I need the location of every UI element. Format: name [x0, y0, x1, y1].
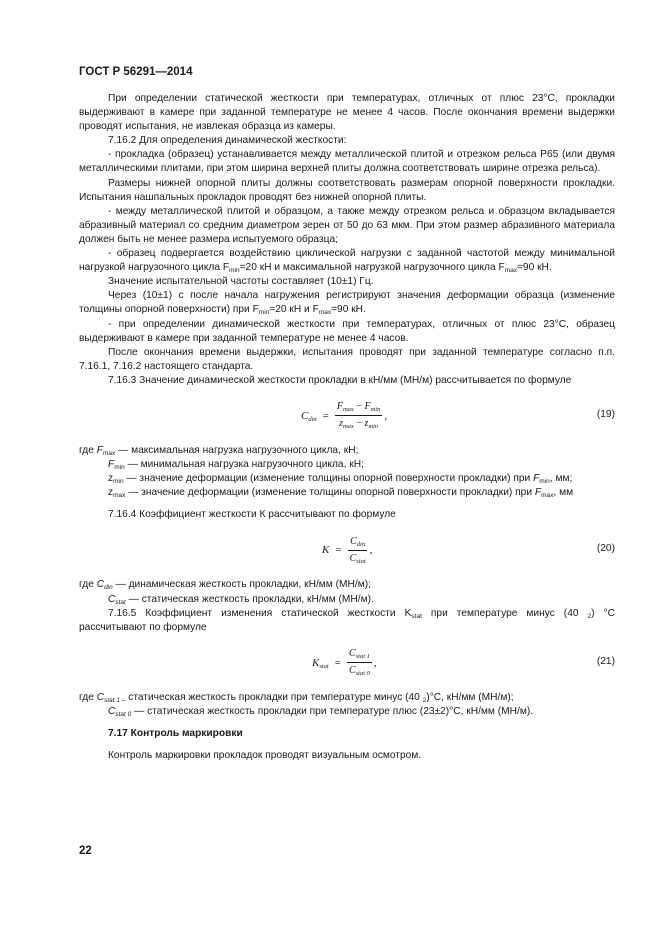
text: =20 кН и F [269, 304, 319, 316]
where-line [79, 691, 615, 705]
where-line [79, 578, 615, 592]
subscript: max [113, 492, 126, 500]
minus-sign: − [356, 401, 362, 413]
subscript: min [229, 267, 240, 275]
text: статическая жесткость прокладки при температуре минус (40 [125, 691, 423, 703]
symbol: F [336, 401, 343, 413]
paragraph: После окончания времени выдержки, испытания проводят при заданной температуре согласно п.п. 7.16.1, 7.16.2 настоящего стандарта. [79, 346, 615, 372]
subscript: stat [411, 612, 422, 620]
fraction [347, 647, 372, 678]
symbol: C [348, 665, 356, 677]
subscript: stat 0 [355, 670, 370, 678]
symbol: C [96, 691, 105, 703]
text: где [79, 691, 97, 703]
text: =90 кН. [331, 304, 366, 316]
subscript: din [104, 584, 113, 592]
subscript: 2 [587, 612, 592, 620]
subscript: min [539, 478, 550, 486]
paragraph [79, 247, 615, 275]
symbol: F [364, 401, 371, 413]
formula-lhs [312, 656, 329, 670]
text: при температуре минус (40 [421, 607, 588, 619]
text: )°С, кН/мм (МН/м); [426, 691, 514, 703]
symbol: C [301, 409, 309, 422]
symbol: C [108, 705, 116, 717]
symbol: C [350, 535, 357, 547]
paragraph: 7.16.4 Коэффициент жесткости К рассчитывают по формуле [108, 509, 396, 521]
where-line [79, 486, 615, 500]
equals-sign: = [334, 656, 341, 669]
formula-number: (20) [596, 543, 615, 555]
paragraph: Размеры нижней опорной плиты должны соответствовать размерам опорной поверхности прокладки. Испытания нашпальных прокладок проводят без нижней опорной плиты. [79, 177, 615, 203]
text: — статическая жесткость прокладки, кН/мм (МН/м). [125, 593, 374, 605]
symbol: F [533, 473, 540, 485]
where-line [79, 472, 615, 486]
subscript: min [113, 478, 124, 486]
subscript: max [102, 449, 116, 457]
subscript: max [318, 309, 332, 317]
denominator [347, 663, 372, 678]
symbol: F [534, 487, 542, 499]
paragraph: 7.16.3 Значение динамической жесткости прокладки в кН/мм (МН/м) рассчитывается по формуле [108, 374, 572, 386]
text: — динамическая жесткость прокладки, кН/мм (МН/м); [112, 579, 371, 591]
paragraph: - между металлической плитой и образцом, а также между отрезком рельса и образцом вкладывается абразивный материал со средним диаметром зерен от 50 до 63 мкм. При этом размер абразивного материала должен быть не менее размера испытуемого образца; [79, 205, 615, 245]
denominator [348, 551, 368, 566]
subscript: stat 0 [115, 710, 132, 718]
text: ) °С рассчитывают по формуле [79, 607, 616, 633]
denominator [337, 416, 380, 431]
numerator [347, 647, 372, 663]
text: где [79, 579, 97, 591]
numerator [348, 535, 367, 551]
subscript: stat 1 [355, 653, 370, 661]
subscript: stat 1 – [104, 696, 126, 704]
paragraph [79, 289, 615, 317]
formula-number: (19) [596, 408, 615, 420]
page-number: 22 [79, 845, 92, 857]
fraction [348, 535, 368, 566]
comma: , [373, 656, 377, 669]
subscript: min [368, 423, 379, 431]
symbol: z [108, 473, 114, 485]
symbol: K [312, 656, 320, 669]
subscript: min [370, 406, 381, 414]
subscript: max [342, 423, 354, 431]
text: =20 кН и максимальной нагрузкой нагрузочного цикла F [239, 262, 505, 274]
subscript: max [342, 406, 354, 414]
formula-20 [79, 522, 615, 578]
paragraph: 7.16.2 Для определения динамической жесткости: [108, 135, 347, 147]
text: Через (10±1) с после начала нагружения регистрируют значения деформации образца (изменение толщины опорной поверхности) при F [79, 290, 615, 316]
text: — статическая жесткость прокладки при температуре плюс (23±2)°С, кН/мм (МН/м). [131, 705, 534, 717]
subscript: stat [356, 557, 366, 565]
symbol: z [364, 418, 369, 430]
symbol: C [96, 579, 105, 591]
symbol: C [108, 593, 116, 605]
formula-lhs: K [322, 544, 330, 557]
subscript: din [356, 540, 366, 548]
subscript: min [114, 464, 125, 472]
text: , [553, 487, 557, 499]
where-line [79, 593, 615, 607]
symbol: F [108, 459, 115, 471]
text: где [79, 444, 97, 456]
paragraph: Контроль маркировки прокладок проводят визуальным осмотром. [108, 750, 422, 762]
where-line [79, 458, 615, 472]
text: =90 кН. [516, 262, 552, 274]
where-line [79, 705, 615, 719]
text: — значение деформации (изменение толщины опорной поверхности прокладки) при [125, 487, 535, 499]
subscript: 2 [422, 696, 427, 704]
equals-sign: = [335, 544, 342, 557]
formula-21 [79, 635, 615, 691]
subscript: stat [115, 598, 126, 606]
symbol: C [349, 552, 357, 564]
comma: , [384, 409, 388, 422]
where-line [79, 444, 615, 458]
text: мм; [555, 473, 573, 485]
paragraph: При определении статической жесткости при температурах, отличных от плюс 23°С, прокладки выдерживают в камере при заданной температуре не менее 4 часов. После окончания времени выдержки проводят испытания, не извлекая образца из камеры. [79, 93, 615, 133]
minus-sign: − [356, 418, 362, 430]
subscript: max [541, 492, 554, 500]
comma: , [369, 544, 373, 557]
subscript: din [308, 415, 317, 423]
paragraph: - прокладка (образец) устанавливается между металлической плитой и отрезком рельса Р65 (или двумя металлическими плитами, при этом ширина верхней плиты должна соответствовать ширине отрезка рельса). [79, 149, 615, 175]
subscript: stat [319, 662, 329, 670]
paragraph [79, 607, 615, 635]
text: - образец подвергается воздействию циклической нагрузки с заданной частотой между минимальной нагрузкой нагрузочного цикла F [79, 248, 615, 274]
equals-sign: = [322, 409, 329, 422]
subscript: min [258, 309, 270, 317]
subscript: max [504, 267, 517, 275]
symbol: C [348, 648, 356, 660]
page-content [79, 92, 615, 763]
text: мм [559, 487, 574, 499]
paragraph: - при определении динамической жесткости при температурах, отличных от плюс 23°С, образец выдерживают в камере при заданной температуре не менее 4 часов. [79, 318, 615, 344]
symbol: F [96, 444, 103, 456]
document-header: ГОСТ Р 56291—2014 [79, 66, 193, 78]
text: 7.16.5 Коэффициент изменения статической жесткости K [108, 607, 412, 619]
formula-lhs [301, 409, 317, 423]
text: — максимальная нагрузка нагрузочного цикла, кН; [115, 444, 359, 456]
symbol: z [339, 418, 343, 430]
text: — минимальная нагрузка нагрузочного цикла, кН; [124, 459, 364, 471]
numerator [335, 400, 382, 416]
text: , [549, 473, 553, 485]
formula-19 [79, 388, 615, 444]
section-heading: 7.17 Контроль маркировки [108, 728, 243, 739]
text: — значение деформации (изменение толщины опорной поверхности прокладки) при [123, 473, 534, 485]
symbol: z [108, 487, 114, 499]
formula-number: (21) [596, 655, 615, 667]
fraction [335, 400, 382, 431]
paragraph: Значение испытательной частоты составляет (10±1) Гц. [108, 276, 374, 288]
